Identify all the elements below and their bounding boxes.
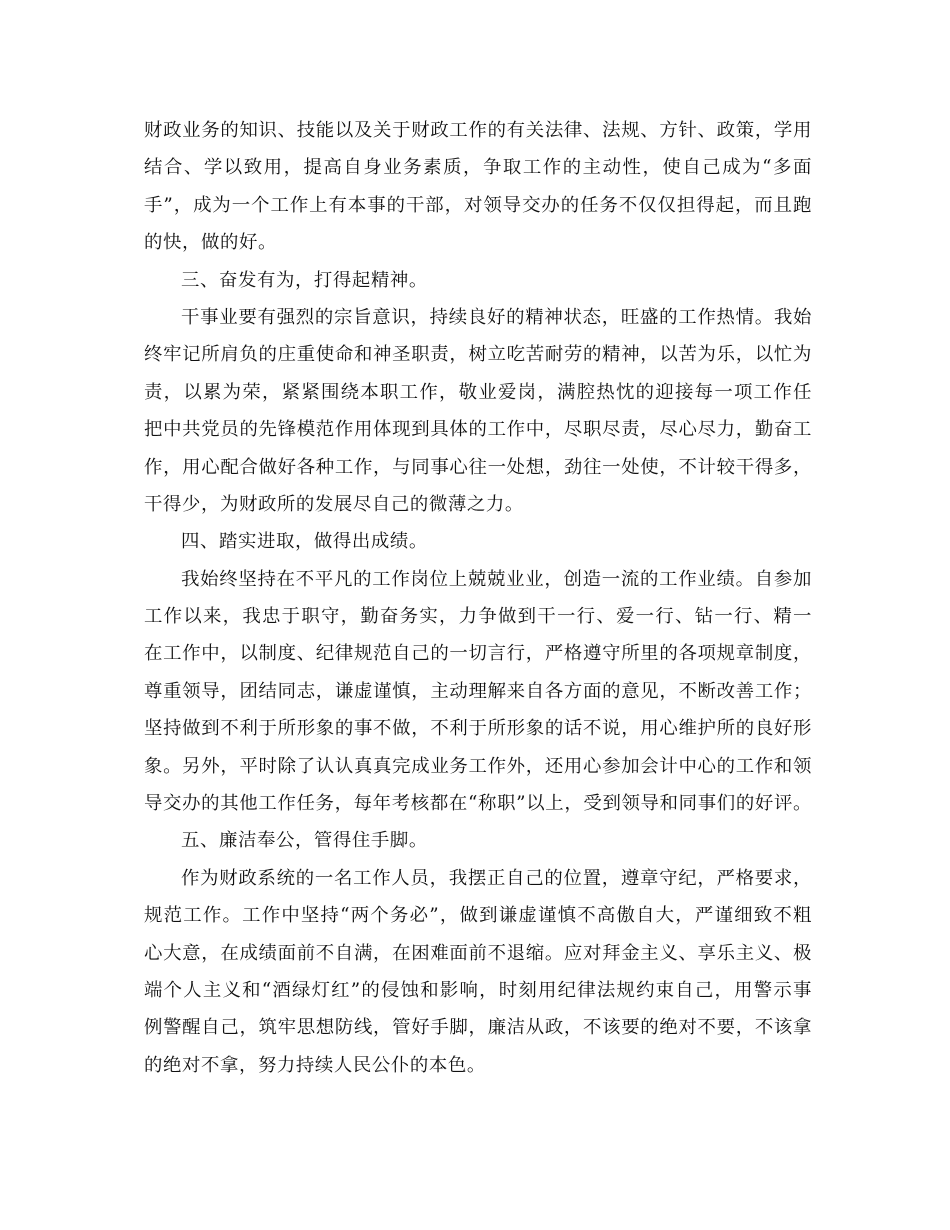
document-body	[144, 112, 812, 1084]
text-line: 结合、学以致用，提高自身业务素质，争取工作的主动性，使自己成为“多面	[144, 157, 812, 179]
text-line: 端个人主义和“酒绿灯红”的侵蚀和影响，时刻用纪律法规约束自己，用警示事	[144, 979, 812, 1001]
text-line: 在工作中，以制度、纪律规范自己的一切言行，严格遵守所里的各项规章制度，	[144, 643, 812, 665]
text-line: 我始终坚持在不平凡的工作岗位上兢兢业业，创造一流的工作业绩。自参加	[181, 568, 812, 590]
text-line: 尊重领导，团结同志，谦虚谨慎，主动理解来自各方面的意见，不断改善工作；	[144, 680, 812, 702]
text-line: 把中共党员的先锋模范作用体现到具体的工作中，尽职尽责，尽心尽力，勤奋工	[144, 419, 812, 441]
text-line: 五、廉洁奉公，管得住手脚。	[181, 830, 428, 852]
text-line: 手”，成为一个工作上有本事的干部，对领导交办的任务不仅仅担得起，而且跑	[144, 194, 812, 216]
text-line: 心大意，在成绩面前不自满，在困难面前不退缩。应对拜金主义、享乐主义、极	[144, 942, 812, 964]
text-line: 例警醒自己，筑牢思想防线，管好手脚，廉洁从政，不该要的绝对不要，不该拿	[144, 1017, 812, 1039]
text-line: 三、奋发有为，打得起精神。	[181, 269, 428, 291]
text-line: 作，用心配合做好各种工作，与同事心往一处想，劲往一处使，不计较干得多，	[144, 456, 812, 478]
text-line: 坚持做到不利于所形象的事不做，不利于所形象的话不说，用心维护所的良好形	[144, 718, 812, 740]
text-line: 象。另外，平时除了认认真真完成业务工作外，还用心参加会计中心的工作和领	[144, 755, 812, 777]
text-line: 责，以累为荣，紧紧围绕本职工作，敬业爱岗，满腔热忱的迎接每一项工作任	[144, 381, 812, 403]
text-line: 干事业要有强烈的宗旨意识，持续良好的精神状态，旺盛的工作热情。我始	[181, 306, 812, 328]
text-line: 四、踏实进取，做得出成绩。	[181, 531, 428, 553]
text-line: 作为财政系统的一名工作人员，我摆正自己的位置，遵章守纪，严格要求，	[181, 867, 812, 889]
text-line: 终牢记所肩负的庄重使命和神圣职责，树立吃苦耐劳的精神，以苦为乐，以忙为	[144, 344, 812, 366]
text-line: 工作以来，我忠于职守，勤奋务实，力争做到干一行、爱一行、钻一行、精一	[144, 606, 812, 628]
text-line: 干得少，为财政所的发展尽自己的微薄之力。	[144, 493, 524, 515]
text-line: 财政业务的知识、技能以及关于财政工作的有关法律、法规、方针、政策，学用	[144, 120, 812, 141]
text-line: 的快，做的好。	[144, 232, 277, 254]
text-line: 规范工作。工作中坚持“两个务必”，做到谦虚谨慎不高傲自大，严谨细致不粗	[144, 905, 812, 927]
text-line: 导交办的其他工作任务，每年考核都在“称职”以上，受到领导和同事们的好评。	[144, 793, 812, 815]
text-line: 的绝对不拿，努力持续人民公仆的本色。	[144, 1054, 486, 1076]
